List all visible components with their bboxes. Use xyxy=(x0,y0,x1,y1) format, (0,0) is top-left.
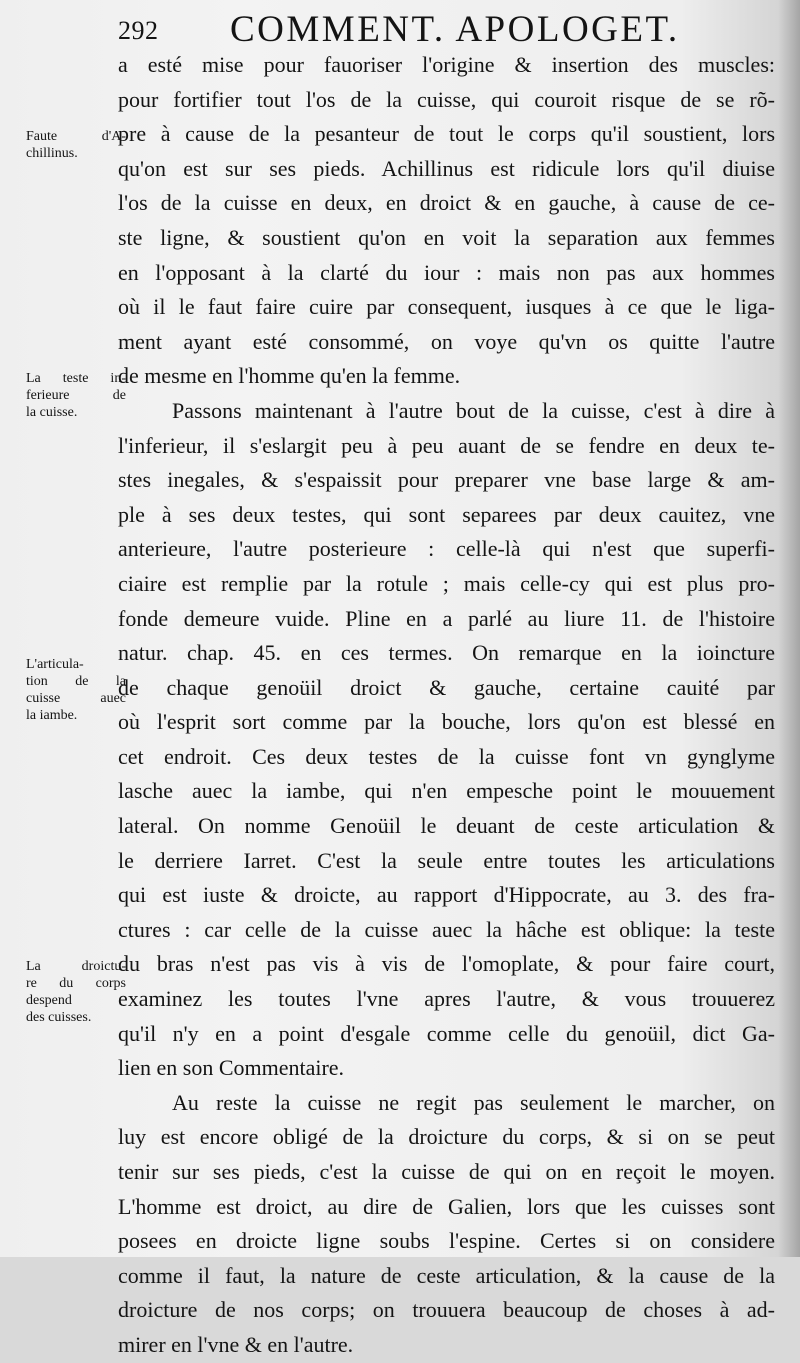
text-line: qui est iuste & droicte, au rapport d'Hippocrate, au 3. des fra- xyxy=(118,882,775,908)
margin-note xyxy=(26,370,126,421)
text-line: L'homme est droict, au dire de Galien, lors que les cuisses sont xyxy=(118,1193,775,1219)
text-line: droicture de nos corps; on trouuera beaucoup de choses à ad- xyxy=(118,1297,775,1323)
text-line: où l'esprit sort comme par la bouche, lors qu'on est blessé en xyxy=(118,709,775,735)
margin-note-line: La droictu- xyxy=(26,959,126,974)
text-line: lasche auec la iambe, qui n'en empesche point le mouuement xyxy=(118,778,775,804)
text-line: natur. chap. 45. en ces termes. On remarque en la ioincture xyxy=(118,640,775,666)
text-line: cet endroit. Ces deux testes de la cuisse font vn gynglyme xyxy=(118,743,775,769)
text-line: qu'on est sur ses pieds. Achillinus est ridicule lors qu'il diuise xyxy=(118,155,775,181)
text-line: tenir sur ses pieds, c'est la cuisse de qui on en reçoit le moyen. xyxy=(118,1159,775,1184)
text-line: du bras n'est pas vis à vis de l'omoplate, & pour faire court, xyxy=(118,951,775,977)
margin-note-line: des cuisses. xyxy=(26,1010,92,1025)
text-line: a esté mise pour fauoriser l'origine & insertion des muscles: xyxy=(118,52,775,77)
text-line: stes inegales, & s'espaissit pour preparer vne base large & am- xyxy=(118,467,775,493)
text-line: où il le faut faire cuire par consequent, iusques à ce que le liga- xyxy=(118,294,775,320)
text-line: de mesme en l'homme qu'en la femme. xyxy=(118,363,461,389)
margin-note-line: Faute d'A- xyxy=(26,129,126,144)
text-line: qu'il n'y en a point d'esgale comme celle du genoüil, dict Ga- xyxy=(118,1020,775,1046)
text-line: lien en son Commentaire. xyxy=(118,1055,345,1081)
text-line: l'os de la cuisse en deux, en droict & en gauche, à cause de ce- xyxy=(118,190,775,216)
margin-note-line: La teste in- xyxy=(26,371,126,386)
text-line: l'inferieur, il s'eslargit peu à peu auant de se fendre en deux te- xyxy=(118,432,775,458)
text-line: pour fortifier tout l'os de la cuisse, qui couroit risque de se rõ- xyxy=(118,86,775,112)
margin-note xyxy=(26,656,126,724)
margin-note-line: ferieure de xyxy=(26,388,126,403)
text-line: ple à ses deux testes, qui sont separees par deux cauitez, vne xyxy=(118,501,775,527)
text-line: mirer en l'vne & en l'autre. xyxy=(118,1331,354,1357)
margin-note xyxy=(26,128,126,162)
page-header xyxy=(118,6,798,50)
text-line: posees en droicte ligne soubs l'espine. Certes si on considere xyxy=(118,1228,775,1254)
margin-note xyxy=(26,958,126,1026)
margin-note-line: la cuisse. xyxy=(26,405,78,420)
margin-note-line: tion de la xyxy=(26,674,126,689)
margin-note-line: re du corps xyxy=(26,976,126,991)
text-line: anterieure, l'autre posterieure : celle-là qui n'est que superfi- xyxy=(118,536,775,562)
body-text xyxy=(118,48,775,1363)
text-line: Au reste la cuisse ne regit pas seulement le marcher, on xyxy=(172,1089,775,1115)
text-line: ste ligne, & soustient qu'on en voit la separation aux femmes xyxy=(118,224,775,250)
text-line: pre à cause de la pesanteur de tout le corps qu'il soustient, lors xyxy=(118,121,775,147)
text-line: Passons maintenant à l'autre bout de la cuisse, c'est à dire à xyxy=(172,397,775,423)
margin-note-line: despend xyxy=(26,993,72,1008)
text-line: fonde demeure vuide. Pline en a parlé au liure 11. de l'histoire xyxy=(118,605,775,631)
text-line: ctures : car celle de la cuisse auec la hâche est oblique: la teste xyxy=(118,916,775,942)
text-line: le derriere Iarret. C'est la seule entre toutes les articulations xyxy=(118,847,775,873)
text-line: luy est encore obligé de la droicture du corps, & si on se peut xyxy=(118,1124,775,1150)
running-title: COMMENT. APOLOGET. xyxy=(230,9,680,50)
text-line: examinez les toutes l'vne apres l'autre, & vous trouuerez xyxy=(118,986,775,1012)
margin-note-line: la iambe. xyxy=(26,708,78,723)
margin-note-line: L'articula- xyxy=(26,657,84,672)
margin-note-line: chillinus. xyxy=(26,146,78,161)
text-line: en l'opposant à la clarté du iour : mais non pas aux hommes xyxy=(118,259,775,285)
text-line: de chaque genoüil droict & gauche, certaine cauité par xyxy=(118,674,775,700)
text-line: lateral. On nomme Genoüil le deuant de ceste articulation & xyxy=(118,813,775,839)
text-line: comme il faut, la nature de ceste articulation, & la cause de la xyxy=(118,1262,775,1288)
margin-note-line: cuisse auec xyxy=(26,691,126,706)
text-line: ment ayant esté consommé, on voye qu'vn os quitte l'autre xyxy=(118,328,775,354)
text-line: ciaire est remplie par la rotule ; mais celle-cy qui est plus pro- xyxy=(118,570,775,596)
page-number: 292 xyxy=(118,16,159,45)
